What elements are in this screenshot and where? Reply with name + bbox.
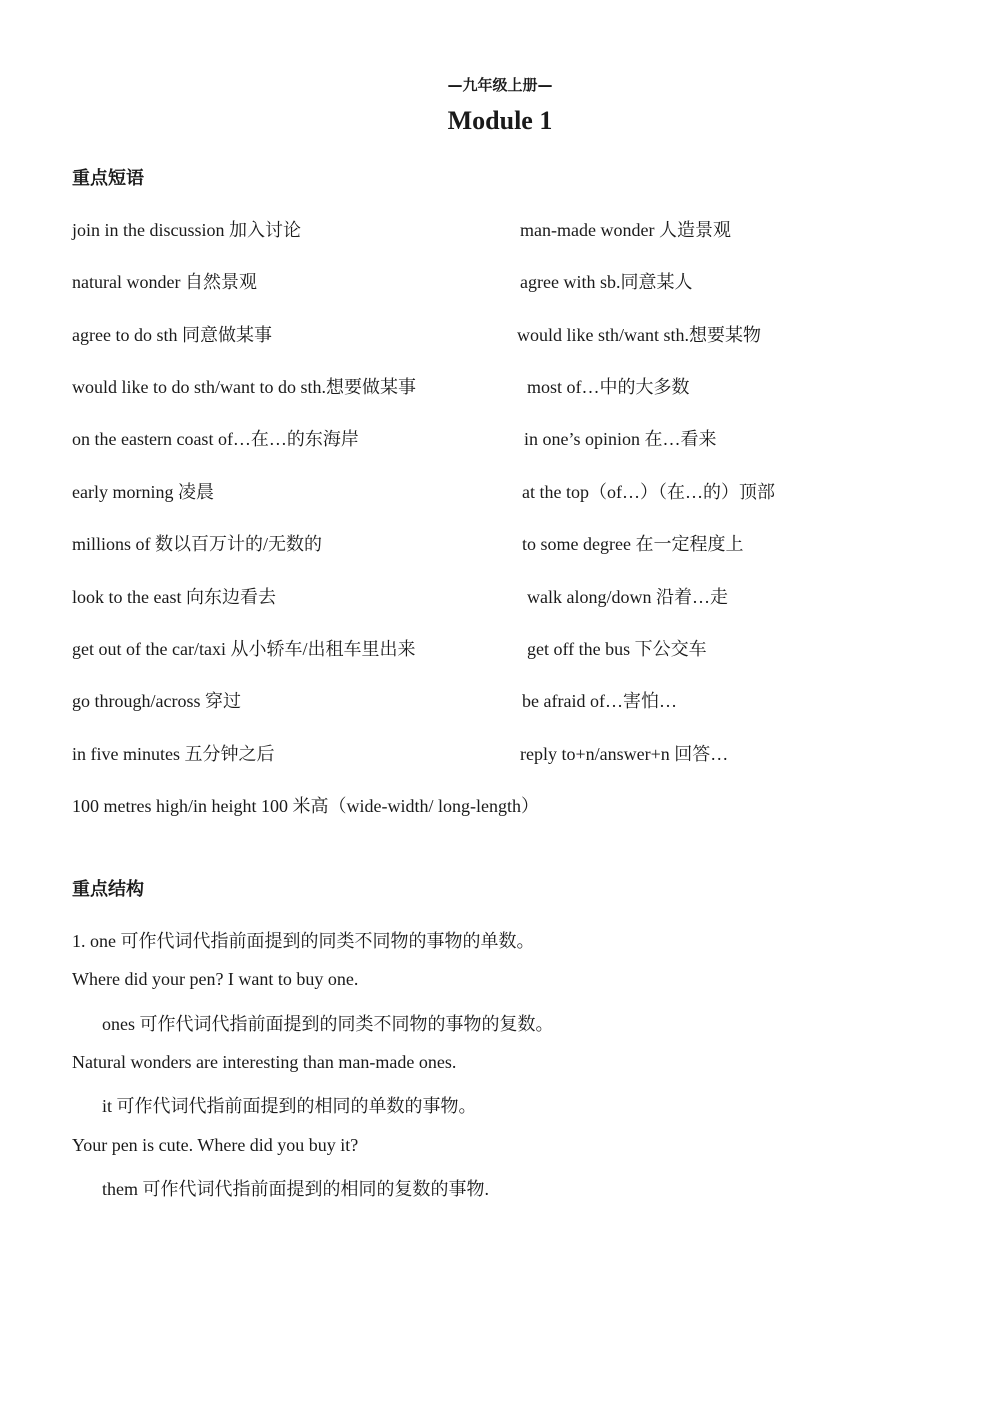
phrase-right-6: at the top（of…）（在…的）顶部 [522,482,775,502]
phrase-right-5: in one’s opinion 在…看来 [524,429,717,449]
page-title: Module 1 [447,106,553,135]
structure-line-1: 1. one 可作代词代指前面提到的同类不同物的事物的单数。 [72,931,535,951]
page-subtitle: —九年级上册— [447,76,553,94]
phrase-left-3: agree to do sth 同意做某事 [72,325,272,345]
structure-example-1: Where did your pen? I want to buy one. [72,969,359,989]
phrase-left-11: in five minutes 五分钟之后 [72,744,275,764]
phrase-left-7: millions of 数以百万计的/无数的 [72,534,323,554]
phrase-left-9: get out of the car/taxi 从小轿车/出租车里出来 [72,639,416,659]
phrases-heading: 重点短语 [72,168,144,189]
structure-line-2: ones 可作代词代指前面提到的同类不同物的事物的复数。 [102,1014,554,1034]
phrase-right-11: reply to+n/answer+n 回答… [520,744,729,764]
structure-line-4: them 可作代词代指前面提到的相同的复数的事物. [102,1179,489,1199]
phrase-right-10: be afraid of…害怕… [522,691,677,711]
phrase-left-8: look to the east 向东边看去 [72,587,276,607]
structures-heading: 重点结构 [72,879,144,900]
phrase-left-2: natural wonder 自然景观 [72,272,257,292]
phrase-right-1: man-made wonder 人造景观 [520,220,731,240]
phrase-right-4: most of…中的大多数 [527,377,690,397]
phrase-right-3: would like sth/want sth.想要某物 [517,325,761,345]
phrase-last-line: 100 metres high/in height 100 米高（wide-width/ long-length） [72,796,539,816]
phrase-left-5: on the eastern coast of…在…的东海岸 [72,429,359,449]
phrase-left-6: early morning 凌晨 [72,482,214,502]
structure-example-2: Natural wonders are interesting than man-made ones. [72,1052,457,1072]
structure-example-3: Your pen is cute. Where did you buy it? [72,1135,359,1155]
phrase-left-1: join in the discussion 加入讨论 [72,220,301,240]
phrase-right-9: get off the bus 下公交车 [527,639,707,659]
phrase-right-2: agree with sb.同意某人 [520,272,693,292]
phrase-right-7: to some degree 在一定程度上 [522,534,744,554]
phrase-left-4: would like to do sth/want to do sth.想要做某事 [72,377,416,397]
structure-line-3: it 可作代词代指前面提到的相同的单数的事物。 [102,1096,477,1116]
phrase-left-10: go through/across 穿过 [72,691,241,711]
phrase-right-8: walk along/down 沿着…走 [527,587,728,607]
